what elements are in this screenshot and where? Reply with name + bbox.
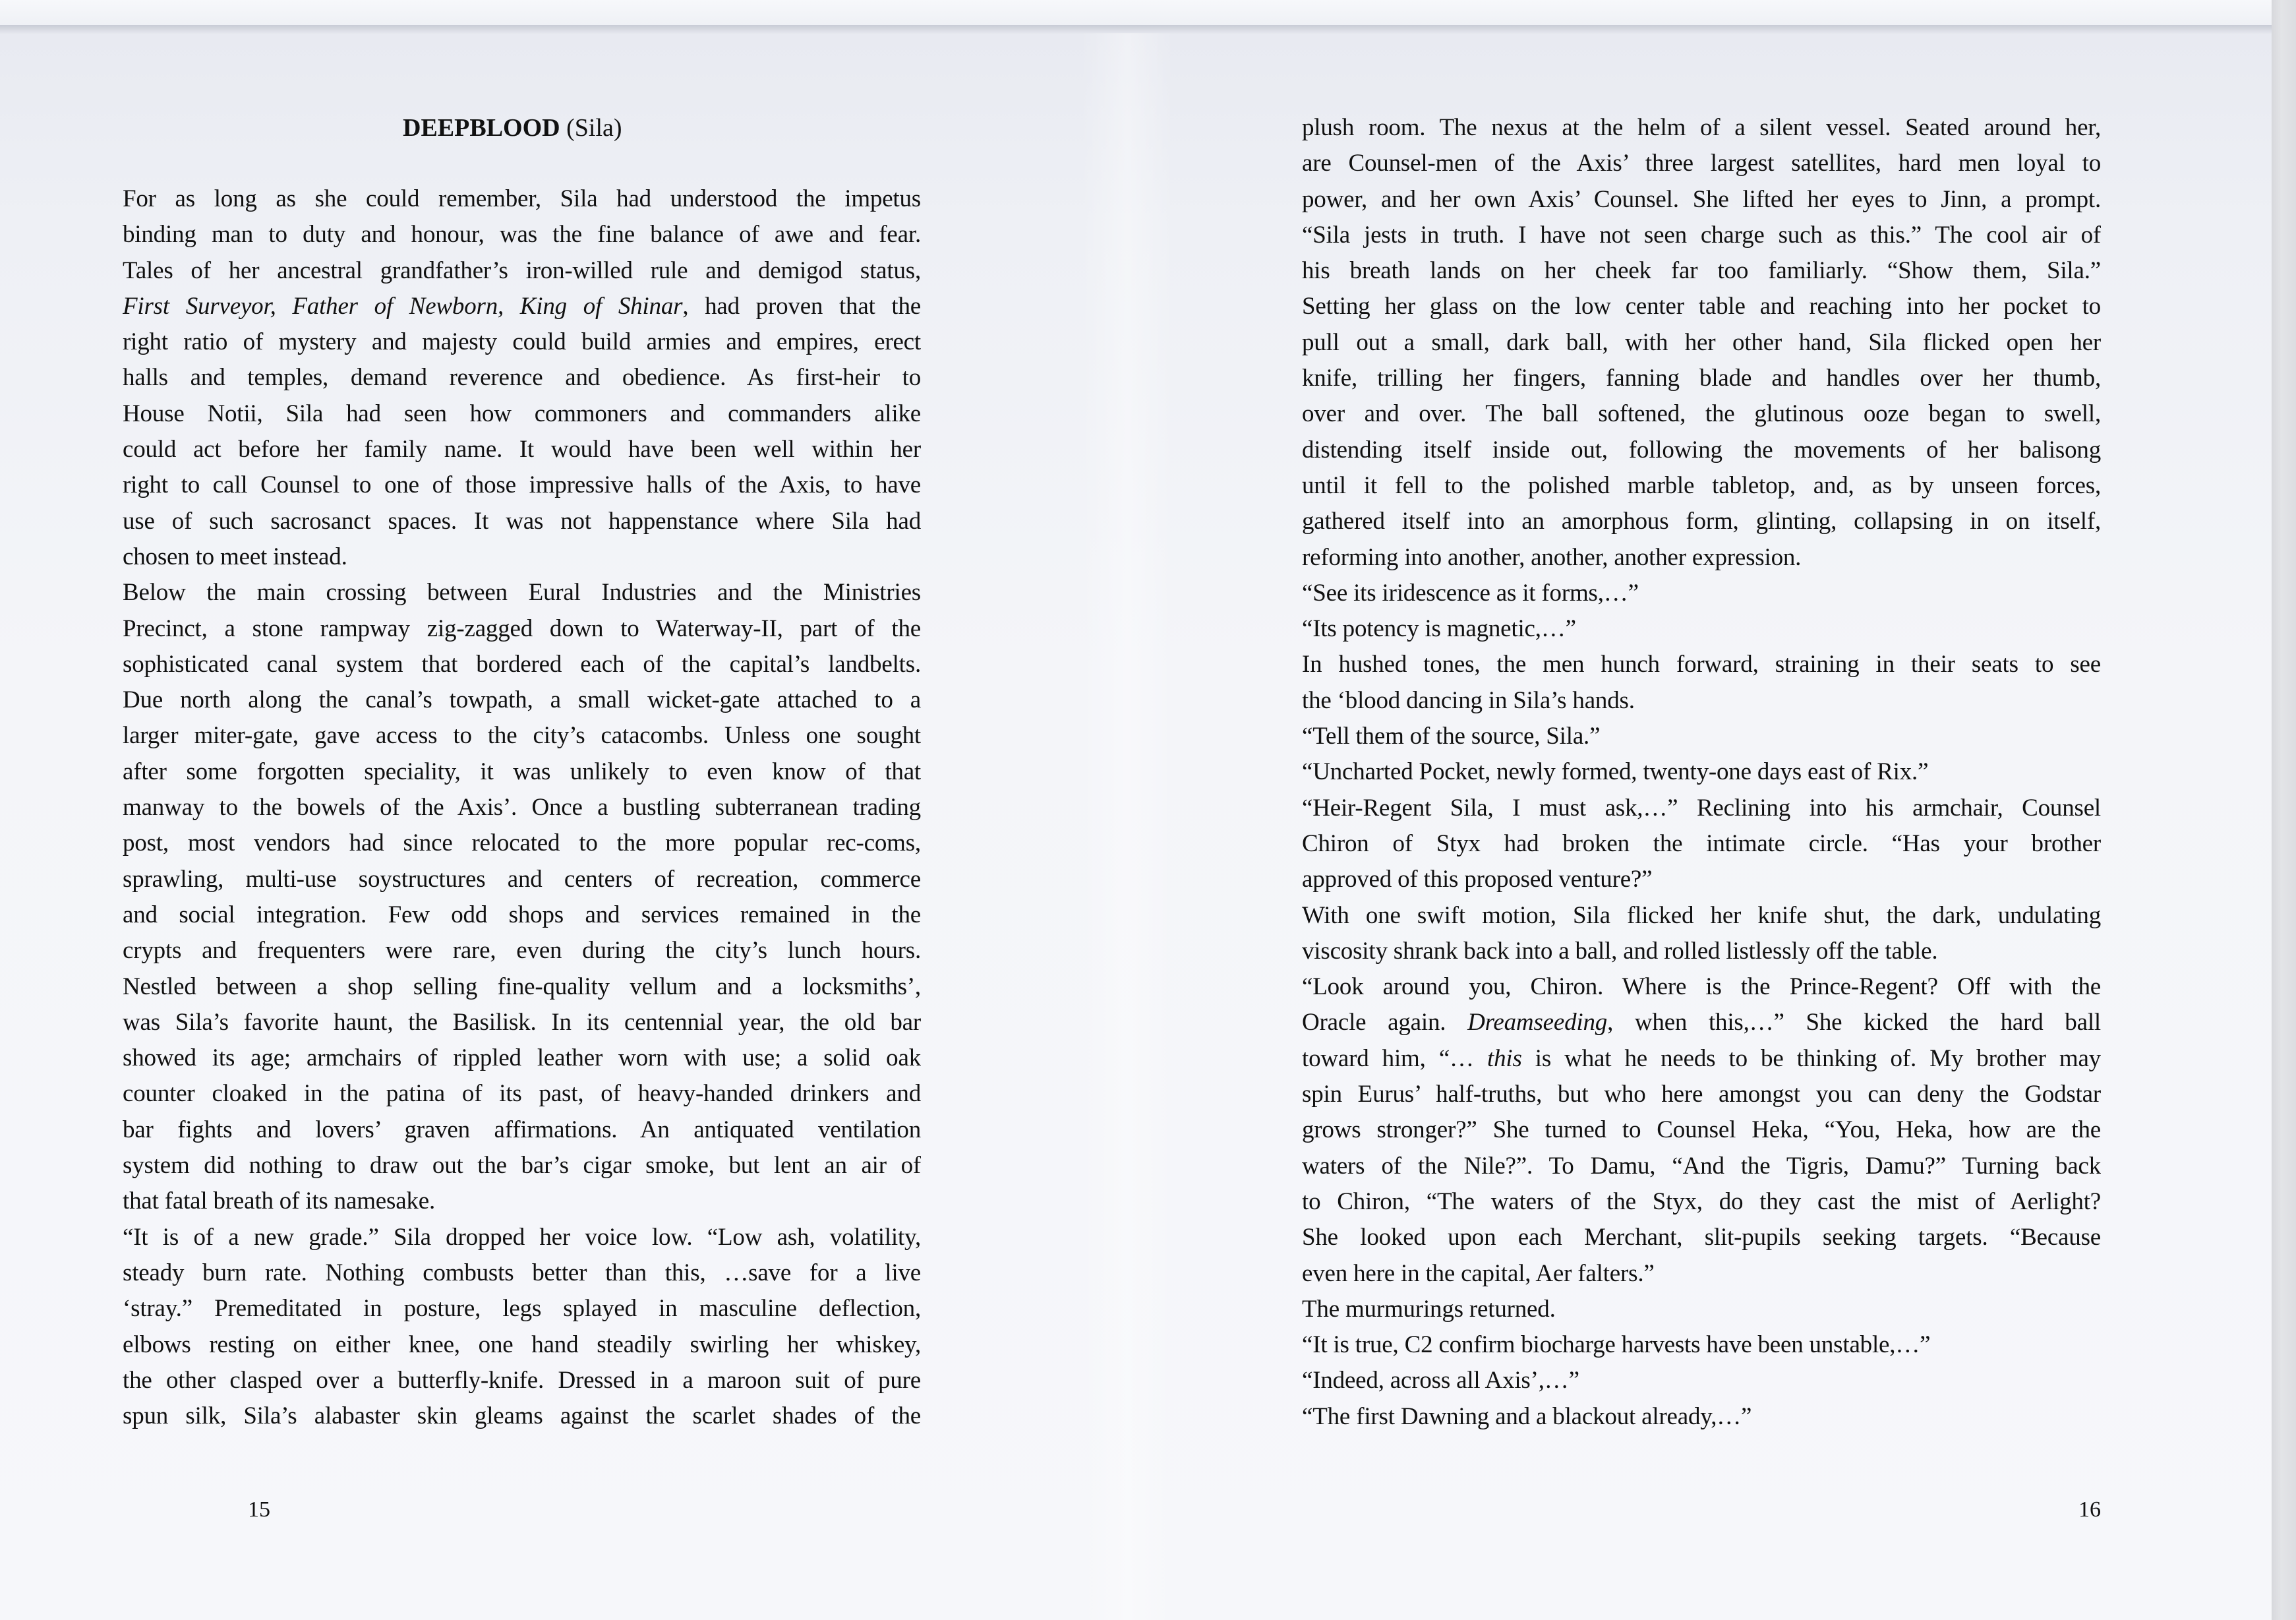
text-line xyxy=(123,1148,921,1184)
text-line xyxy=(1302,1077,2101,1112)
text-line-text: use of such sacrosanct spaces. It was not happenstance where Sila had xyxy=(123,507,921,535)
text-line-text: , when this,…” She kicked the hard ball xyxy=(1607,1009,2101,1036)
text-line xyxy=(1302,396,2101,432)
text-line-text: Tales of her ancestral grandfather’s iron-willed rule and demigod status, xyxy=(123,256,921,284)
text-line-text: showed its age; armchairs of rippled leather worn with use; a solid oak xyxy=(123,1044,921,1072)
text-line-text: bar fights and lovers’ graven affirmations. An antiquated ventilation xyxy=(123,1116,921,1143)
text-line-text: post, most vendors had since relocated to the more popular rec-coms, xyxy=(123,829,921,857)
chapter-title-bold: DEEPBLOOD xyxy=(403,114,560,142)
text-line-text: “Heir-Regent Sila, I must ask,…” Reclining into his armchair, Counsel xyxy=(1302,794,2101,822)
text-line-text: “Indeed, across all Axis’,…” xyxy=(1302,1367,1579,1395)
text-line-text: “Sila jests in truth. I have not seen charge such as this.” The cool air of xyxy=(1302,221,2101,249)
text-line-lead: toward him, “… xyxy=(1302,1044,1487,1072)
text-line xyxy=(1302,719,2101,754)
text-line xyxy=(1302,325,2101,361)
text-line-text: “See its iridescence as it forms,…” xyxy=(1302,579,1639,607)
page-number-left: 15 xyxy=(248,1497,270,1522)
text-line-text: With one swift motion, Sila flicked her knife shut, the dark, undulating xyxy=(1302,901,2101,929)
right-page-body xyxy=(1302,110,2101,1435)
text-line xyxy=(123,754,921,790)
text-line xyxy=(1302,1041,2101,1077)
text-line xyxy=(1302,1327,2101,1363)
text-line-text: right ratio of mystery and majesty could build armies and empires, erect xyxy=(123,328,921,356)
text-line xyxy=(1302,433,2101,468)
text-line-text: distending itself inside out, following the movements of her balisong xyxy=(1302,436,2101,464)
text-line-text: system did nothing to draw out the bar’s cigar smoke, but lent an air of xyxy=(123,1152,921,1180)
text-line-text: power, and her own Axis’ Counsel. She lifted her eyes to Jinn, a prompt. xyxy=(1302,185,2101,213)
text-line-text: reforming into another, another, another expression. xyxy=(1302,543,1802,571)
text-line-italic: this xyxy=(1487,1044,1522,1072)
text-line xyxy=(1302,182,2101,218)
text-line-text: until it fell to the polished marble tabletop, and, as by unseen forces, xyxy=(1302,471,2101,499)
text-line-text: over and over. The ball softened, the glutinous ooze began to swell, xyxy=(1302,400,2101,428)
text-line-text: grows stronger?” She turned to Counsel Heka, “You, Heka, how are the xyxy=(1302,1116,2101,1144)
text-line xyxy=(1302,683,2101,719)
text-line xyxy=(1302,218,2101,253)
page-right-edge xyxy=(2272,0,2296,1620)
text-line xyxy=(1302,253,2101,289)
text-line-text: the ‘blood dancing in Sila’s hands. xyxy=(1302,686,1635,714)
text-line xyxy=(123,1398,921,1434)
text-line-text: “Tell them of the source, Sila.” xyxy=(1302,723,1601,750)
text-line xyxy=(1302,146,2101,181)
text-line-text: plush room. The nexus at the helm of a silent vessel. Seated around her, xyxy=(1302,114,2101,141)
text-line xyxy=(123,1363,921,1398)
text-line-text: Setting her glass on the low center table and reaching into her pocket to xyxy=(1302,293,2101,320)
text-line-text: ‘stray.” Premeditated in posture, legs splayed in masculine deflection, xyxy=(123,1295,921,1323)
text-line xyxy=(1302,611,2101,647)
text-line-text: She looked upon each Merchant, slit-pupils seeking targets. “Because xyxy=(1302,1224,2101,1251)
text-line xyxy=(1302,826,2101,862)
text-line xyxy=(123,647,921,682)
text-line xyxy=(1302,1363,2101,1398)
text-line xyxy=(1302,754,2101,790)
text-line xyxy=(123,862,921,897)
text-line-text: his breath lands on her cheek far too familiarly. “Show them, Sila.” xyxy=(1302,257,2101,285)
text-line-text: “The first Dawning and a blackout already,…” xyxy=(1302,1402,1752,1430)
text-line-italic: Dreamseeding xyxy=(1467,1009,1608,1036)
text-line xyxy=(1302,791,2101,826)
text-line xyxy=(1302,898,2101,934)
text-line xyxy=(1302,1184,2101,1220)
text-line-text: Below the main crossing between Eural Industries and the Ministries xyxy=(123,579,921,607)
text-line-text: For as long as she could remember, Sila had understood the impetus xyxy=(123,185,921,212)
text-line-text: “Uncharted Pocket, newly formed, twenty-one days east of Rix.” xyxy=(1302,758,1929,786)
text-line-text: manway to the bowels of the Axis’. Once a bustling subterranean trading xyxy=(123,794,921,822)
text-line-text: sprawling, multi-use soystructures and centers of recreation, commerce xyxy=(123,865,921,893)
text-line xyxy=(1302,110,2101,146)
text-line-text: the other clasped over a butterfly-knife. Dressed in a maroon suit of pure xyxy=(123,1366,921,1394)
text-line xyxy=(123,933,921,969)
text-line-text: binding man to duty and honour, was the fine balance of awe and fear. xyxy=(123,221,921,249)
text-line xyxy=(1302,1112,2101,1148)
text-line-text: “Its potency is magnetic,…” xyxy=(1302,615,1576,643)
text-line xyxy=(123,324,921,360)
text-line xyxy=(123,432,921,467)
text-line xyxy=(123,504,921,539)
text-line xyxy=(123,217,921,253)
text-line xyxy=(123,253,921,289)
text-line xyxy=(123,289,921,324)
text-line xyxy=(123,467,921,503)
chapter-title xyxy=(403,110,622,146)
text-line xyxy=(1302,504,2101,539)
text-line-text: Chiron of Styx had broken the intimate circle. “Has your brother xyxy=(1302,829,2101,857)
text-line-text: “It is true, C2 confirm biocharge harvests have been unstable,…” xyxy=(1302,1331,1931,1359)
text-line-text: are Counsel-men of the Axis’ three largest satellites, hard men loyal to xyxy=(1302,150,2101,177)
text-line xyxy=(123,1255,921,1291)
text-line-text: , had proven that the xyxy=(682,292,921,320)
text-line xyxy=(1302,1149,2101,1184)
text-line-text: “It is of a new grade.” Sila dropped her voice low. “Low ash, volatility, xyxy=(123,1223,921,1251)
chapter-title-subtitle: (Sila) xyxy=(566,114,622,142)
text-line xyxy=(123,1005,921,1040)
text-line xyxy=(123,718,921,754)
text-line xyxy=(1302,361,2101,396)
text-line xyxy=(1302,969,2101,1005)
text-line xyxy=(123,825,921,861)
text-line xyxy=(123,1291,921,1327)
text-line xyxy=(123,969,921,1005)
text-line-text: was Sila’s favorite haunt, the Basilisk. In its centennial year, the old bar xyxy=(123,1008,921,1036)
text-line-text: larger miter-gate, gave access to the city’s catacombs. Unless one sought xyxy=(123,722,921,750)
text-line-text: pull out a small, dark ball, with her other hand, Sila flicked open her xyxy=(1302,328,2101,356)
text-line xyxy=(123,611,921,647)
text-line-text: knife, trilling her fingers, fanning blade and handles over her thumb, xyxy=(1302,365,2101,392)
text-line xyxy=(123,575,921,611)
text-line-text: spun silk, Sila’s alabaster skin gleams against the scarlet shades of the xyxy=(123,1402,921,1430)
text-line xyxy=(123,360,921,396)
text-line xyxy=(123,1040,921,1076)
text-line xyxy=(123,539,921,575)
text-line-text: even here in the capital, Aer falters.” xyxy=(1302,1259,1655,1287)
text-line xyxy=(123,1076,921,1112)
text-line xyxy=(123,682,921,718)
text-line xyxy=(123,1112,921,1148)
text-line xyxy=(1302,289,2101,324)
text-line-italic: First Surveyor, Father of Newborn, King of Shinar xyxy=(123,292,683,320)
text-line xyxy=(123,181,921,217)
text-line-text: to Chiron, “The waters of the Styx, do they cast the mist of Aerlight? xyxy=(1302,1187,2101,1215)
text-line xyxy=(123,1220,921,1255)
text-line-text: “Look around you, Chiron. Where is the Prince-Regent? Off with the xyxy=(1302,973,2101,1001)
book-gutter xyxy=(1081,33,1173,1620)
text-line xyxy=(123,1327,921,1363)
text-line-lead: Oracle again. xyxy=(1302,1009,1468,1036)
text-line-text: could act before her family name. It would have been well within her xyxy=(123,436,921,464)
text-line-text: crypts and frequenters were rare, even during the city’s lunch hours. xyxy=(123,937,921,965)
text-line-text: after some forgotten speciality, it was unlikely to even know of that xyxy=(123,758,921,785)
left-page-body xyxy=(123,181,921,1434)
text-line-text: halls and temples, demand reverence and obedience. As first-heir to xyxy=(123,364,921,392)
text-line xyxy=(1302,934,2101,969)
text-line-text: House Notii, Sila had seen how commoners and commanders alike xyxy=(123,400,921,427)
text-line-text: chosen to meet instead. xyxy=(123,543,347,570)
text-line-text: Nestled between a shop selling fine-quality vellum and a locksmiths’, xyxy=(123,973,921,1000)
text-line-text: waters of the Nile?”. To Damu, “And the Tigris, Damu?” Turning back xyxy=(1302,1152,2101,1180)
page-top-edge xyxy=(0,0,2272,28)
text-line-text: right to call Counsel to one of those impressive halls of the Axis, to have xyxy=(123,471,921,499)
text-line xyxy=(123,1184,921,1219)
text-line xyxy=(1302,862,2101,897)
text-line xyxy=(1302,1399,2101,1435)
text-line xyxy=(1302,540,2101,576)
text-line xyxy=(1302,1005,2101,1040)
text-line xyxy=(123,396,921,432)
text-line-text: Precinct, a stone rampway zig-zagged down to Waterway-II, part of the xyxy=(123,615,921,642)
text-line xyxy=(123,897,921,933)
text-line xyxy=(1302,576,2101,611)
text-line xyxy=(1302,468,2101,504)
text-line xyxy=(123,790,921,825)
text-line-text: viscosity shrank back into a ball, and rolled listlessly off the table. xyxy=(1302,937,1938,965)
text-line-text: In hushed tones, the men hunch forward, straining in their seats to see xyxy=(1302,651,2101,678)
text-line-text: Due north along the canal’s towpath, a small wicket-gate attached to a xyxy=(123,686,921,714)
text-line-text: elbows resting on either knee, one hand steadily swirling her whiskey, xyxy=(123,1331,921,1358)
text-line xyxy=(1302,1220,2101,1255)
page-number-right: 16 xyxy=(2078,1497,2101,1522)
text-line-text: is what he needs to be thinking of. My brother may xyxy=(1521,1044,2101,1072)
text-line-text: The murmurings returned. xyxy=(1302,1295,1556,1323)
text-line-text: sophisticated canal system that bordered each of the capital’s landbelts. xyxy=(123,650,921,678)
text-line-text: approved of this proposed venture?” xyxy=(1302,866,1653,893)
text-line-text: that fatal breath of its namesake. xyxy=(123,1187,436,1215)
text-line-text: steady burn rate. Nothing combusts better than this, …save for a live xyxy=(123,1259,921,1286)
text-line xyxy=(1302,647,2101,682)
text-line-text: and social integration. Few odd shops and services remained in the xyxy=(123,901,921,928)
text-line-text: gathered itself into an amorphous form, glinting, collapsing in on itself, xyxy=(1302,508,2101,535)
text-line-text: spin Eurus’ half-truths, but who here amongst you can deny the Godstar xyxy=(1302,1081,2101,1108)
text-line xyxy=(1302,1256,2101,1292)
text-line-text: counter cloaked in the patina of its past, of heavy-handed drinkers and xyxy=(123,1080,921,1108)
text-line xyxy=(1302,1292,2101,1327)
